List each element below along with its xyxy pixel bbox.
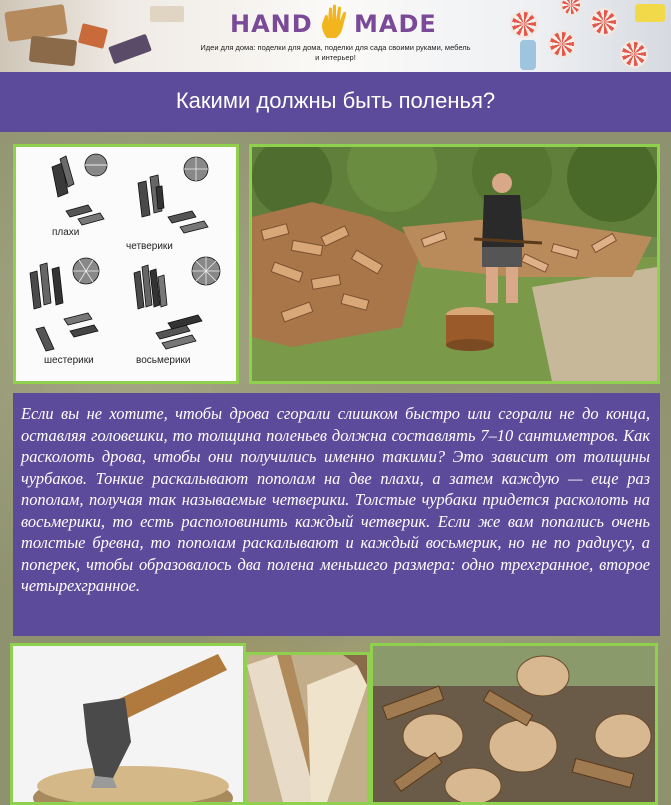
craft-stamp-decoration — [150, 6, 184, 22]
site-header — [0, 0, 671, 72]
photo-split-logs — [244, 652, 370, 805]
article-paragraph: Если вы не хотите, чтобы дрова сгорали слишком быстро или сгорали не до конца, оставляя головешки, то толщина поленьев должна составлять 7–10 сантиметров. Как расколоть дрова, чтобы они получились именно такими? Это зависит от толщины чурбаков. Тонкие раскалывают пополам на две плахи, а затем каждую — еще раз пополам, получая так называемые четверики. Толстые чурбаки придется расколоть на восьмерики, то есть располовинить каждый четверик. Если же вам попались очень толстые бревна, то пополам раскалывают и каждый восьмерик, но не по радиусу, а поперек, чтобы образовалось два полена меньшего размера: одно трехгранное, второе четырехгранное. — [21, 404, 650, 595]
bottle-decoration — [520, 40, 536, 70]
candy-decoration — [620, 40, 648, 68]
label-shesteriki: шестерики — [44, 355, 94, 366]
title-bar — [0, 72, 671, 132]
site-tagline: Идеи для дома: поделки для дома, поделки для сада своими руками, мебель и интерьер! — [200, 43, 471, 62]
photo-axe-in-stump — [10, 643, 246, 805]
axe-photo — [13, 646, 243, 802]
page-title: Какими должны быть поленья? — [175, 88, 496, 113]
label-vosmeriki: восьмерики — [136, 355, 191, 366]
log-splitting-diagram — [13, 144, 239, 384]
craft-stamp-decoration — [78, 23, 108, 49]
tape-decoration — [635, 4, 665, 22]
firewood-pile-photo — [373, 646, 655, 802]
craft-stamp-decoration — [108, 34, 152, 65]
logo-word-hand: HAND — [230, 10, 313, 38]
candy-decoration — [548, 30, 576, 58]
log-split-illustration — [16, 147, 236, 381]
photo-man-with-firewood — [249, 144, 660, 384]
label-chetveriki: четверики — [126, 241, 173, 252]
label-plahi: плахи — [52, 227, 80, 238]
candy-decoration — [560, 0, 582, 16]
site-logo[interactable] — [226, 4, 451, 40]
firewood-yard-photo — [252, 147, 657, 381]
photo-firewood-pile — [370, 643, 658, 805]
article-text-panel — [13, 393, 660, 636]
candy-decoration — [590, 8, 618, 36]
craft-stamp-decoration — [29, 36, 77, 67]
hand-icon — [318, 4, 352, 40]
candy-decoration — [510, 10, 538, 38]
split-logs-photo — [247, 655, 367, 802]
logo-word-made: MADE — [354, 10, 437, 38]
